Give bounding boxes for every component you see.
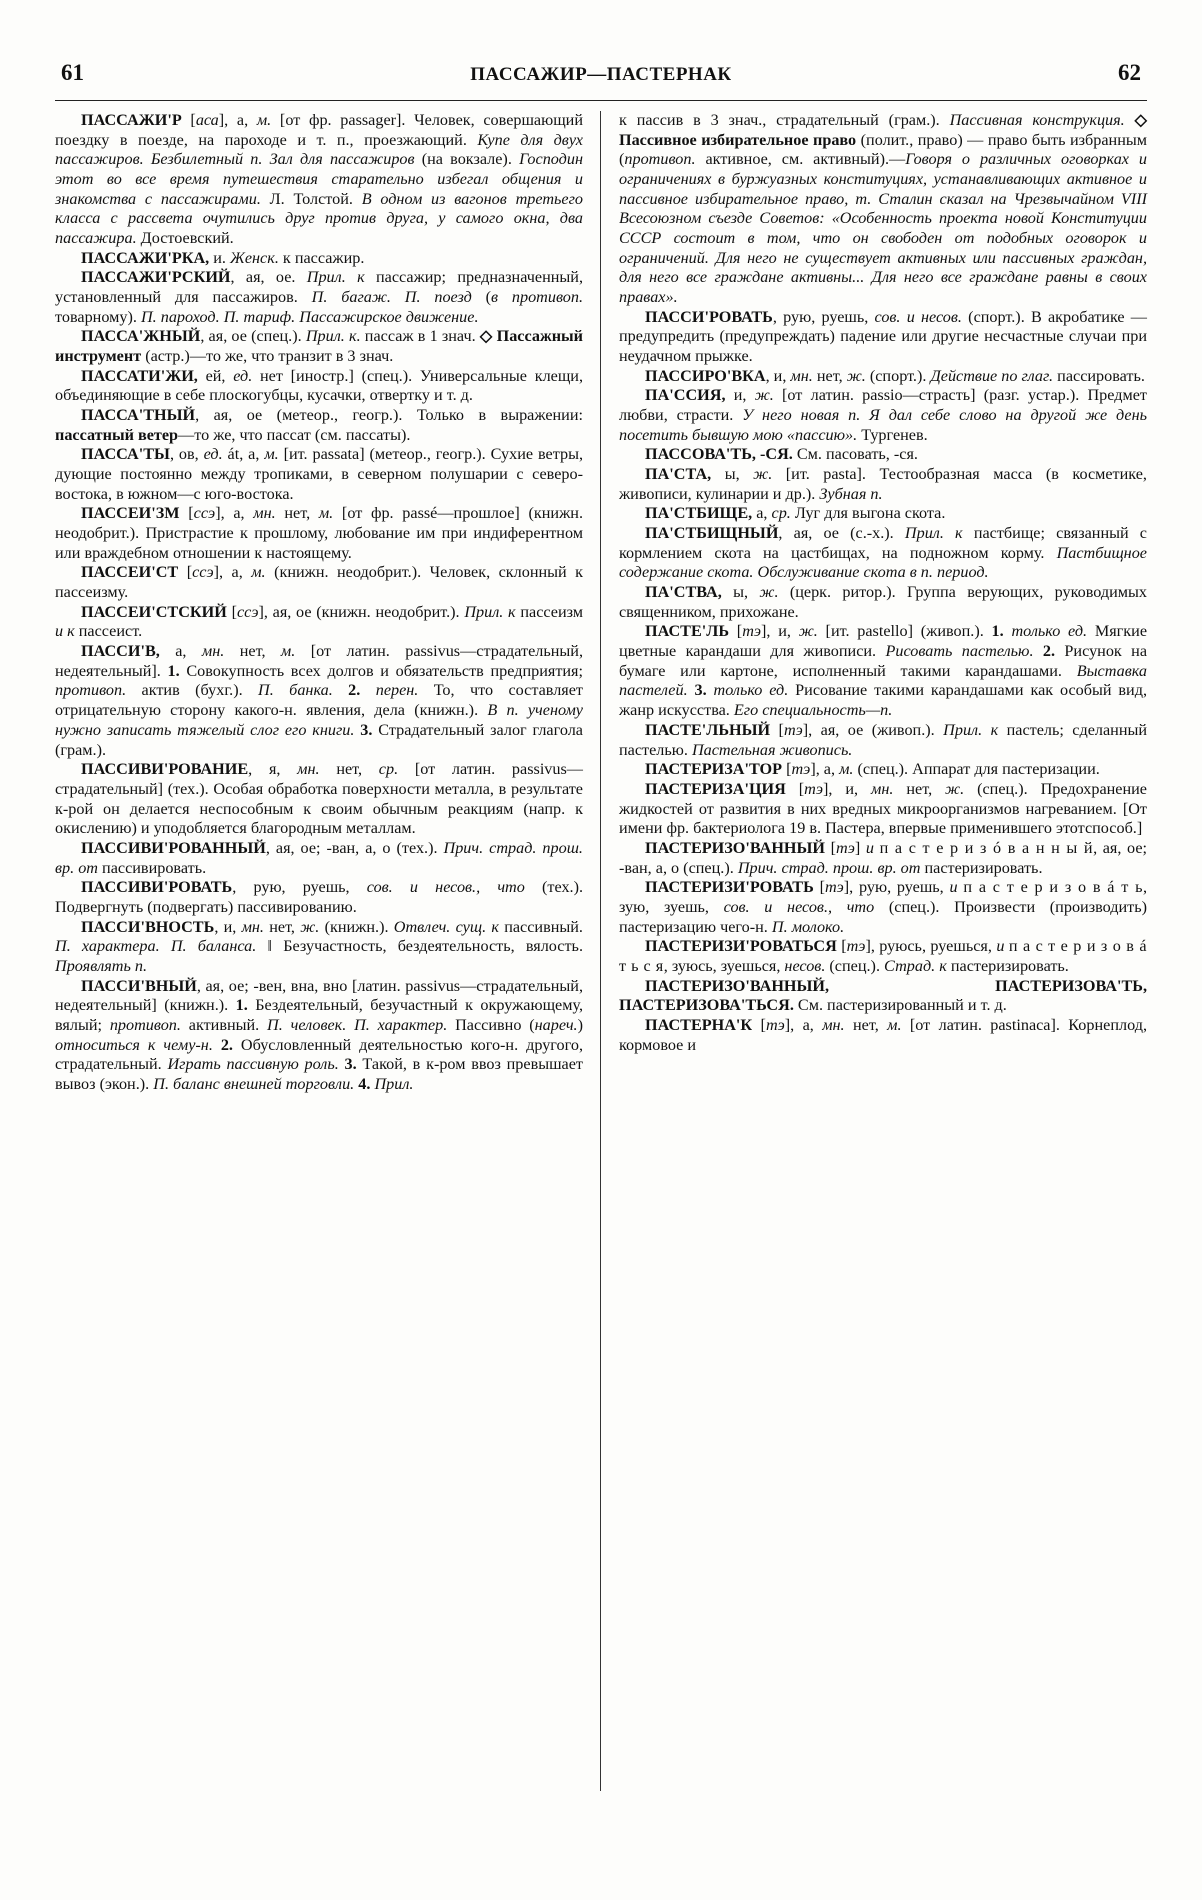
dictionary-entry-pastva: ПА'СТВА, ы, ж. (церк. ритор.). Группа верующих, руководимых священником, прихожане.	[619, 583, 1147, 621]
dictionary-entry-passiya: ПА'ССИЯ, и, ж. [от латин. passio—страсть] (разг. устар.). Предмет любви, страсти. У него новая п. Я дал себе слово на другой же день посетить бывшую мою «пассию». Тургенев.	[619, 386, 1147, 444]
left-column	[55, 111, 601, 1791]
dictionary-entry-pasterizatsiya: ПАСТЕРИЗА'ЦИЯ [тэ], и, мн. нет, ж. (спец.). Предохранение жидкостей от развития в них вредных микроорганизмов нагреванием. [От имени фр. бактериолога 19 в. Пастера, впервые применившего этотспособ.]	[619, 779, 1147, 838]
dictionary-entry-passatnyy: ПАССА'ТНЫЙ, ая, ое (метеор., геогр.). Только в выражении: пассатный ветер—то же, что пассат (см. пассаты).	[55, 406, 583, 444]
folio-left: 61	[61, 60, 84, 85]
dictionary-entry-passivirovanie: ПАССИВИ'РОВАНИЕ, я, мн. нет, ср. [от латин. passivus—страдательный] (тех.). Особая обработка поверхности металла, в результате к-рой он делается неспособным к своим обычным реакциям (напр. к окислению) и уподобляется благородным металлам.	[55, 760, 583, 838]
dictionary-entry-passovat: ПАССОВА'ТЬ, -СЯ. См. пасовать, -ся.	[645, 445, 918, 464]
dictionary-entry-pasterizirovat: ПАСТЕРИЗИ'РОВАТЬ [тэ], рую, руешь, и п а с т е р и з о в á т ь, зую, зуешь, сов. и несов., что (спец.). Произвести (производить) пастеризацию чего-н. П. молоко.	[619, 878, 1148, 936]
dictionary-entry-pastel: ПАСТЕ'ЛЬ [тэ], и, ж. [ит. pastello] (живоп.). 1. только ед. Мягкие цветные карандаши для живописи. Рисовать пастелью. 2. Рисунок на бумаге или картоне, исполненный такими карандашами. Выставка пастелей. 3. только ед. Рисование такими карандашами как особый вид, жанр искусства. Его специальность—п.	[619, 622, 1148, 720]
dictionary-entry-passazhir: ПАССАЖИ'Р [аса], а, м. [от фр. passager]. Человек, совершающий поездку в поезде, на пароходе и т. п., проезжающий. Купе для двух пассажиров. Безбилетный п. Зал для пассажиров (на вокзале). Господин этот во все время путешествия старательно избегал общения и знакомства с пассажирами. Л. Толстой. В одном из вагонов третьего класса с рассвета очутились друг против друга, у самого окна, два пассажира. Достоевский.	[55, 111, 584, 248]
dictionary-entry-pasterizovannyy2: ПАСТЕРИЗО'ВАННЫЙ, ПАСТЕРИЗОВА'ТЬ, ПАСТЕРИЗОВА'ТЬСЯ. См. пастеризированный и т. д.	[619, 976, 1147, 1015]
dictionary-entry-pasterizator: ПАСТЕРИЗА'ТОР [тэ], а, м. (спец.). Аппарат для пастеризации.	[645, 760, 1100, 779]
dictionary-entry-pasterizirovatsya: ПАСТЕРИЗИ'РОВАТЬСЯ [тэ], руюсь, руешься, и п а с т е р и з о в á т ь с я, зуюсь, зуешься, несов. (спец.). Страд. к пастеризировать.	[619, 937, 1148, 975]
dictionary-entry-pastelnyy: ПАСТЕ'ЛЬНЫЙ [тэ], ая, ое (живоп.). Прил. к пастель; сделанный пастелью. Пастельная живопись.	[619, 720, 1148, 759]
dictionary-entry-passirovat: ПАССИ'РОВАТЬ, рую, руешь, сов. и несов. (спорт.). В акробатике — предупредить (предупреждать) падение или другие несчастные случаи при неудачном прыжке.	[619, 307, 1147, 366]
page-header	[55, 60, 1147, 86]
dictionary-entry-passeist: ПАССЕИ'СТ [ссэ], а, м. (книжн. неодобрит.). Человек, склонный к пассеизму.	[55, 563, 584, 602]
dictionary-entry-passazhirskiy: ПАССАЖИ'РСКИЙ, ая, ое. Прил. к пассажир; предназначенный, установленный для пассажиров. П. багаж. П. поезд (в противоп. товарному). П. пароход. П. тариф. Пассажирское движение.	[55, 268, 584, 326]
dictionary-entry-pasterizovannyy: ПАСТЕРИЗО'ВАННЫЙ [тэ] и п а с т е р и з ó в а н н ы й, ая, ое; -ван, а, о (спец.). Прич. страд. прош. вр. от пастеризировать.	[619, 838, 1148, 877]
right-column	[601, 111, 1147, 1791]
header-rule	[55, 100, 1147, 101]
dictionary-entry-passiv: ПАССИ'В, а, мн. нет, м. [от латин. passivus—страдательный, недеятельный]. 1. Совокупность всех долгов и обязательств предприятия; противоп. актив (бухг.). П. банка. 2. перен. То, что составляет отрицательную сторону какого-н. явления, дела (книжн.). В п. ученому нужно записать тяжелый слог его книги. 3. Страдательный залог глагола (грам.).	[55, 642, 584, 759]
dictionary-entry-passeistskiy: ПАССЕИ'СТСКИЙ [ссэ], ая, ое (книжн. неодобрит.). Прил. к пассеизм и к пассеист.	[55, 602, 584, 641]
dictionary-entry-passaty: ПАССА'ТЫ, ов, ед. át, а, м. [ит. passata] (метеор., геогр.). Сухие ветры, дующие постоянно между тропиками, в северном полушарии с северо-востока, в южном—с юго-востока.	[55, 445, 583, 503]
dictionary-entry-passeizm: ПАССЕИ'ЗМ [ссэ], а, мн. нет, м. [от фр. passé—прошлое] (книжн. неодобрит.). Пристрастие к прошлому, любование им при индиферентном или враждебном отношении к настоящему.	[55, 504, 583, 562]
dictionary-entry-pastbishche: ПА'СТБИЩЕ, а, ср. Луг для выгона скота.	[645, 504, 946, 523]
dictionary-entry-pastbishchnyy: ПА'СТБИЩНЫЙ, ая, ое (с.-х.). Прил. к пастбище; связанный с кормлением скота на цастбищах, на подножном корму. Пастбищное содержание скота. Обслуживание скота в п. период.	[619, 524, 1147, 582]
dictionary-entry-passazhnyy: ПАССА'ЖНЫЙ, ая, ое (спец.). Прил. к. пассаж в 1 знач. ◇ Пассажный инструмент (астр.)—то же, что транзит в 3 знач.	[55, 327, 583, 366]
dictionary-entry-pasta: ПА'СТА, ы, ж. [ит. pasta]. Тестообразная масса (в косметике, живописи, кулинарии и др.). Зубная п.	[619, 465, 1147, 503]
dictionary-entry-passatizhi: ПАССАТИ'ЖИ, ей, ед. нет [иностр.] (спец.). Универсальные клещи, объединяющие в себе плоскогубцы, кусачки, отвертку и т. д.	[55, 366, 583, 405]
dictionary-entry-passiv-cont: к пассив в 3 знач., страдательный (грам.). Пассивная конструкция. ◇ Пассивное избирательное право (полит., право) — право быть избранным (противоп. активное, см. активный).—Говоря о различных оговорках и ограничениях в буржуазных конституциях, устанавливающих активное и пассивное избирательное право, т. Сталин сказал на Чрезвычайном VIII Всесоюзном съезде Советов: «Особенность проекта новой Конституции СССР состоит в том, что он свободен от подобных оговорок и ограничений. Для него не существует активных или пассивных граждан, для него все граждане активны... Для него все граждане равны в своих правах».	[619, 111, 1148, 307]
dictionary-entry-passivirovat: ПАССИВИ'РОВАТЬ, рую, руешь, сов. и несов., что (тех.). Подвергнуть (подвергать) пассивированию.	[55, 878, 584, 916]
dictionary-entry-passirovka: ПАССИРО'ВКА, и, мн. нет, ж. (спорт.). Действие по глаг. пассировать.	[645, 366, 1145, 385]
dictionary-entry-pasternak: ПАСТЕРНА'К [тэ], а, мн. нет, м. [от латин. pastinaca]. Корнеплод, кормовое и	[619, 1015, 1147, 1054]
dictionary-entry-passazhirka: ПАССАЖИ'РКА, и. Женск. к пассажир.	[81, 248, 365, 267]
running-title: ПАССАЖИР—ПАСТЕРНАК	[470, 64, 732, 85]
dictionary-entry-passivnyy: ПАССИ'ВНЫЙ, ая, ое; -вен, вна, вно [латин. passivus—страдательный, недеятельный] (книжн.). 1. Бездеятельный, безучастный к окружающему, вялый; противоп. активный. П. человек. П. характер. Пассивно (нареч.) относиться к чему-н. 2. Обусловленный деятельностью кого-н. другого, страдательный. Играть пассивную роль. 3. Такой, в к-ром ввоз превышает вывоз (экон.). П. баланс внешней торговли. 4. Прил.	[55, 976, 583, 1093]
dictionary-entry-passivnost: ПАССИ'ВНОСТЬ, и, мн. нет, ж. (книжн.). Отвлеч. сущ. к пассивный. П. характера. П. баланса. ‖ Безучастность, бездеятельность, вялость. Проявлять п.	[55, 917, 583, 975]
folio-right: 62	[1117, 60, 1141, 85]
dictionary-entry-passivirovannyy: ПАССИВИ'РОВАННЫЙ, ая, ое; -ван, а, о (тех.). Прич. страд. прош. вр. от пассивировать.	[55, 838, 583, 877]
columns-container	[55, 111, 1147, 1791]
